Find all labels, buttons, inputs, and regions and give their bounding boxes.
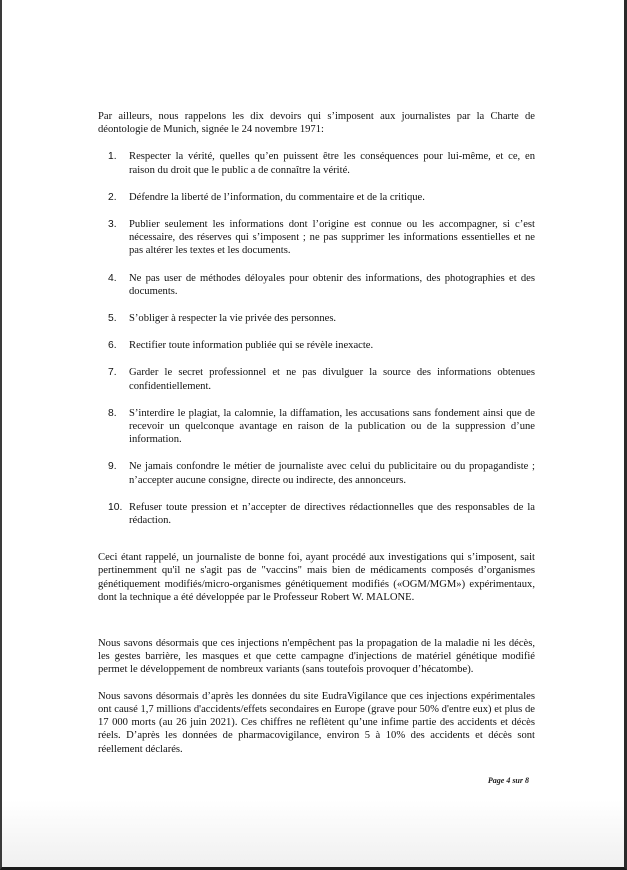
list-item <box>98 501 535 527</box>
list-item-number: 1. <box>108 151 117 163</box>
list-item-text: S’interdire le plagiat, la calomnie, la diffamation, les accusations sans fondement ainsi que de recevoir un quelconque avantage en raison de la publication ou de la suppression d’une information. <box>129 407 535 446</box>
list-item-text: Ne pas user de méthodes déloyales pour obtenir des informations, des photographies et des documents. <box>129 272 535 297</box>
intro-paragraph: Par ailleurs, nous rappelons les dix devoirs qui s’imposent aux journalistes par la Charte de déontologie de Munich, signée le 24 novembre 1971: <box>98 111 535 136</box>
duties-list <box>98 150 535 527</box>
body-paragraph: Nous savons désormais d’après les données du site EudraVigilance que ces injections expérimentales ont causé 1,7 millions d'accidents/effets secondaires en Europe (grave pour 50% d'entre eux) et plus de 17 000 morts (au 26 juin 2021). Ces chiffres ne reflètent qu’une infime partie des accidents et décès réels. D’après les données de pharmacovigilance, environ 5 à 10% des accidents et décès sont réellement déclarés. <box>98 690 535 755</box>
list-item-text: Respecter la vérité, quelles qu’en puissent être les conséquences pour lui-même, et ce, en raison du droit que le public a de connaître la vérité. <box>129 151 535 176</box>
list-item-text: Publier seulement les informations dont l’origine est connue ou les accompagner, si c’est nécessaire, des réserves qui s’imposent ; ne pas supprimer les informations essentielles et ne pas altérer les textes et les documents. <box>129 219 535 257</box>
list-item <box>98 150 535 176</box>
body-paragraph: Nous savons désormais que ces injections n'empêchent pas la propagation de la maladie ni les décès, les gestes barrière, les masques et que cette campagne d'injections de matériel génétique modifié permet le développement de nombreux variants (sans toutefois provoquer d’hécatombe). <box>98 638 535 676</box>
list-item <box>98 312 535 325</box>
list-item-text: Refuser toute pression et n’accepter de directives rédactionnelles que des responsables de la rédaction. <box>129 501 535 527</box>
body-paragraph: Ceci étant rappelé, un journaliste de bonne foi, ayant procédé aux investigations qui s’imposent, sait pertinemment qu'il ne s'agit pas de "vaccins" mais bien de médicaments composés d’organismes génétiquement modifiés/micro-organismes génétiquement modifiés («OGM/MGM») expérimentaux, dont la technique a été développée par le Professeur Robert W. MALONE. <box>98 552 535 603</box>
list-item-text: Garder le secret professionnel et ne pas divulguer la source des informations obtenues confidentiellement. <box>129 367 535 392</box>
list-item-number: 6. <box>108 340 117 352</box>
list-item-number: 7. <box>108 367 117 379</box>
list-item-text: S’obliger à respecter la vie privée des personnes. <box>129 313 337 325</box>
list-item-number: 10. <box>108 501 123 513</box>
list-item-number: 4. <box>108 272 117 284</box>
list-item-number: 9. <box>108 461 117 473</box>
list-item-text: Ne jamais confondre le métier de journaliste avec celui du publicitaire ou du propagandiste ; n’accepter aucune consigne, directe ou indirecte, des annonceurs. <box>129 461 535 486</box>
list-item <box>98 191 535 204</box>
list-item-text: Défendre la liberté de l’information, du commentaire et de la critique. <box>129 191 425 203</box>
page-content <box>98 110 535 756</box>
list-item-number: 3. <box>108 219 117 231</box>
list-item-number: 5. <box>108 313 117 325</box>
list-item <box>98 272 535 298</box>
list-item-number: 2. <box>108 191 117 203</box>
list-item <box>98 460 535 486</box>
list-item <box>98 366 535 392</box>
page-number: Page 4 sur 8 <box>487 776 529 785</box>
list-item-number: 8. <box>108 407 117 419</box>
list-item <box>98 339 535 352</box>
list-item <box>98 407 535 447</box>
list-item-text: Rectifier toute information publiée qui se révèle inexacte. <box>129 340 374 352</box>
list-item <box>98 218 535 258</box>
